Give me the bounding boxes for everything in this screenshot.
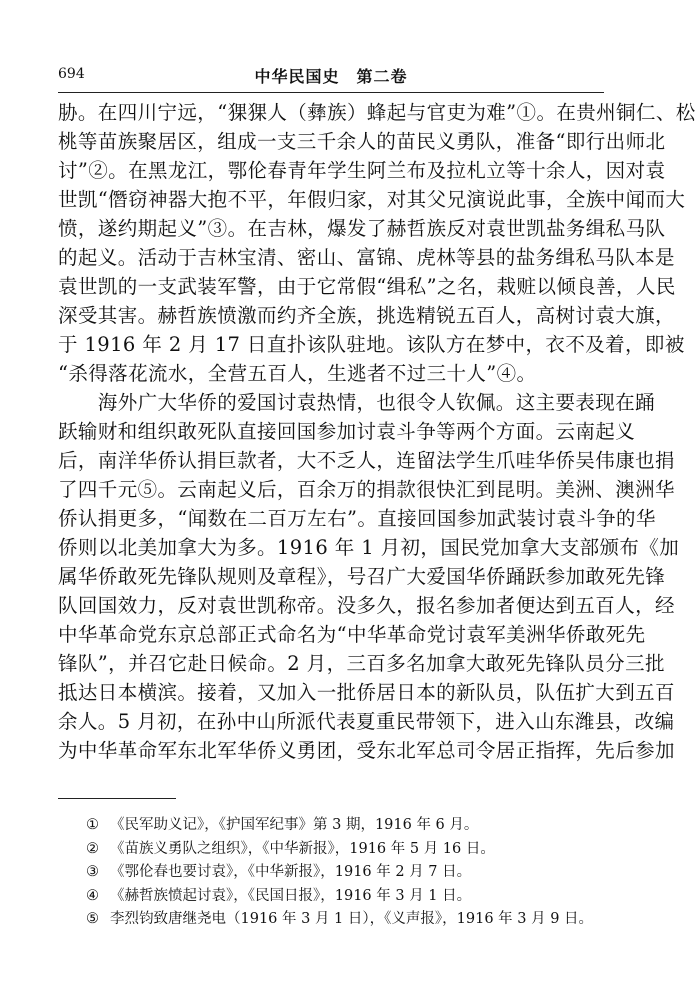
body-line: 袁世凯的一支武装军警，由于它常假“缉私”之名，栽赃以倾良善，人民 bbox=[58, 275, 676, 298]
body-line: 余人。5 月初，在孙中山所派代表夏重民带领下，进入山东潍县，改编 bbox=[58, 710, 675, 733]
footnote bbox=[86, 908, 616, 932]
footnote bbox=[86, 885, 616, 909]
page-header bbox=[58, 64, 604, 88]
footnote-marker: ⑤ bbox=[86, 911, 99, 927]
footnote-text: 《赫哲族愤起讨袁》，《民国日报》，1916 年 3 月 1 日。 bbox=[110, 887, 472, 904]
body-line: 为中华革命军东北军华侨义勇团，受东北军总司令居正指挥，先后参加 bbox=[58, 739, 675, 762]
footnote-text: 《苗族义勇队之组织》，《中华新报》，1916 年 5 月 16 日。 bbox=[110, 840, 495, 857]
body-line: 侨认捐更多，“闻数在二百万左右”。直接回国参加武装讨袁斗争的华 bbox=[58, 507, 656, 530]
body-line: 锋队”，并召它赴日候命。2 月，三百多名加拿大敢死先锋队员分三批 bbox=[58, 652, 665, 675]
body-line: 世凯“僭窃神器大抱不平，年假归家，对其父兄演说此事，全族中闻而大 bbox=[58, 188, 686, 211]
body-line: 胁。在四川宁远，“猓猓人（彝族）蜂起与官吏为难”①。在贵州铜仁、松 bbox=[58, 101, 696, 124]
body-line: 深受其害。赫哲族愤激而约齐全族，挑选精锐五百人，高树讨袁大旗， bbox=[58, 304, 675, 327]
body-line: 属华侨敢死先锋队规则及章程》，号召广大爱国华侨踊跃参加敢死先锋 bbox=[58, 565, 666, 588]
footnote-marker: ① bbox=[86, 817, 99, 833]
body-text bbox=[58, 98, 696, 765]
footnote-marker: ③ bbox=[86, 864, 99, 880]
footnote bbox=[86, 838, 616, 862]
body-line: 愤，遂约期起义”③。在吉林，爆发了赫哲族反对袁世凯盐务缉私马队 bbox=[58, 217, 666, 240]
header-rule bbox=[58, 92, 604, 93]
body-line: 于 1916 年 2 月 17 日直扑该队驻地。该队方在梦中，衣不及着，即被 bbox=[58, 333, 685, 356]
body-line: “杀得落花流水，全营五百人，生逃者不过三十人”④。 bbox=[58, 362, 537, 385]
page-number: 694 bbox=[58, 66, 85, 82]
footnote bbox=[86, 861, 616, 885]
body-line: 了四千元⑤。云南起义后，百余万的捐款很快汇到昆明。美洲、澳洲华 bbox=[58, 478, 675, 501]
body-line: 桃等苗族聚居区，组成一支三千余人的苗民义勇队，准备“即行出师北 bbox=[58, 130, 666, 153]
body-line: 侨则以北美加拿大为多。1916 年 1 月初，国民党加拿大支部颁布《加 bbox=[58, 536, 680, 559]
body-line: 抵达日本横滨。接着，又加入一批侨居日本的新队员，队伍扩大到五百 bbox=[58, 681, 675, 704]
body-line: 后，南洋华侨认捐巨款者，大不乏人，连留法学生爪哇华侨吴伟康也捐 bbox=[58, 449, 675, 472]
footnote bbox=[86, 814, 616, 838]
body-line: 跃输财和组织敢死队直接回国参加讨袁斗争等两个方面。云南起义 bbox=[58, 420, 636, 443]
footnote-text: 李烈钧致唐继尧电（1916 年 3 月 1 日），《义声报》，1916 年 3 月 9 日。 bbox=[110, 911, 594, 927]
body-line: 讨”②。在黑龙江，鄂伦春青年学生阿兰布及拉札立等十余人，因对袁 bbox=[58, 159, 666, 182]
body-line: 海外广大华侨的爱国讨袁热情，也很令人钦佩。这主要表现在踊 bbox=[58, 391, 656, 414]
footnote-text: 《鄂伦春也要讨袁》，《中华新报》，1916 年 2 月 7 日。 bbox=[110, 864, 472, 880]
footnote-text: 《民军助义记》，《护国军纪事》第 3 期，1916 年 6 月。 bbox=[110, 817, 479, 833]
body-line: 队回国效力，反对袁世凯称帝。没多久，报名参加者便达到五百人，经 bbox=[58, 594, 675, 617]
footnote-marker: ④ bbox=[86, 887, 99, 904]
body-line: 中华革命党东京总部正式命名为“中华革命党讨袁军美洲华侨敢死先 bbox=[58, 623, 646, 646]
footnote-marker: ② bbox=[86, 840, 99, 857]
footnote-rule bbox=[58, 798, 176, 799]
running-title: 中华民国史 第二卷 bbox=[254, 67, 408, 86]
footnotes bbox=[86, 814, 616, 932]
body-line: 的起义。活动于吉林宝清、密山、富锦、虎林等县的盐务缉私马队本是 bbox=[58, 246, 675, 269]
